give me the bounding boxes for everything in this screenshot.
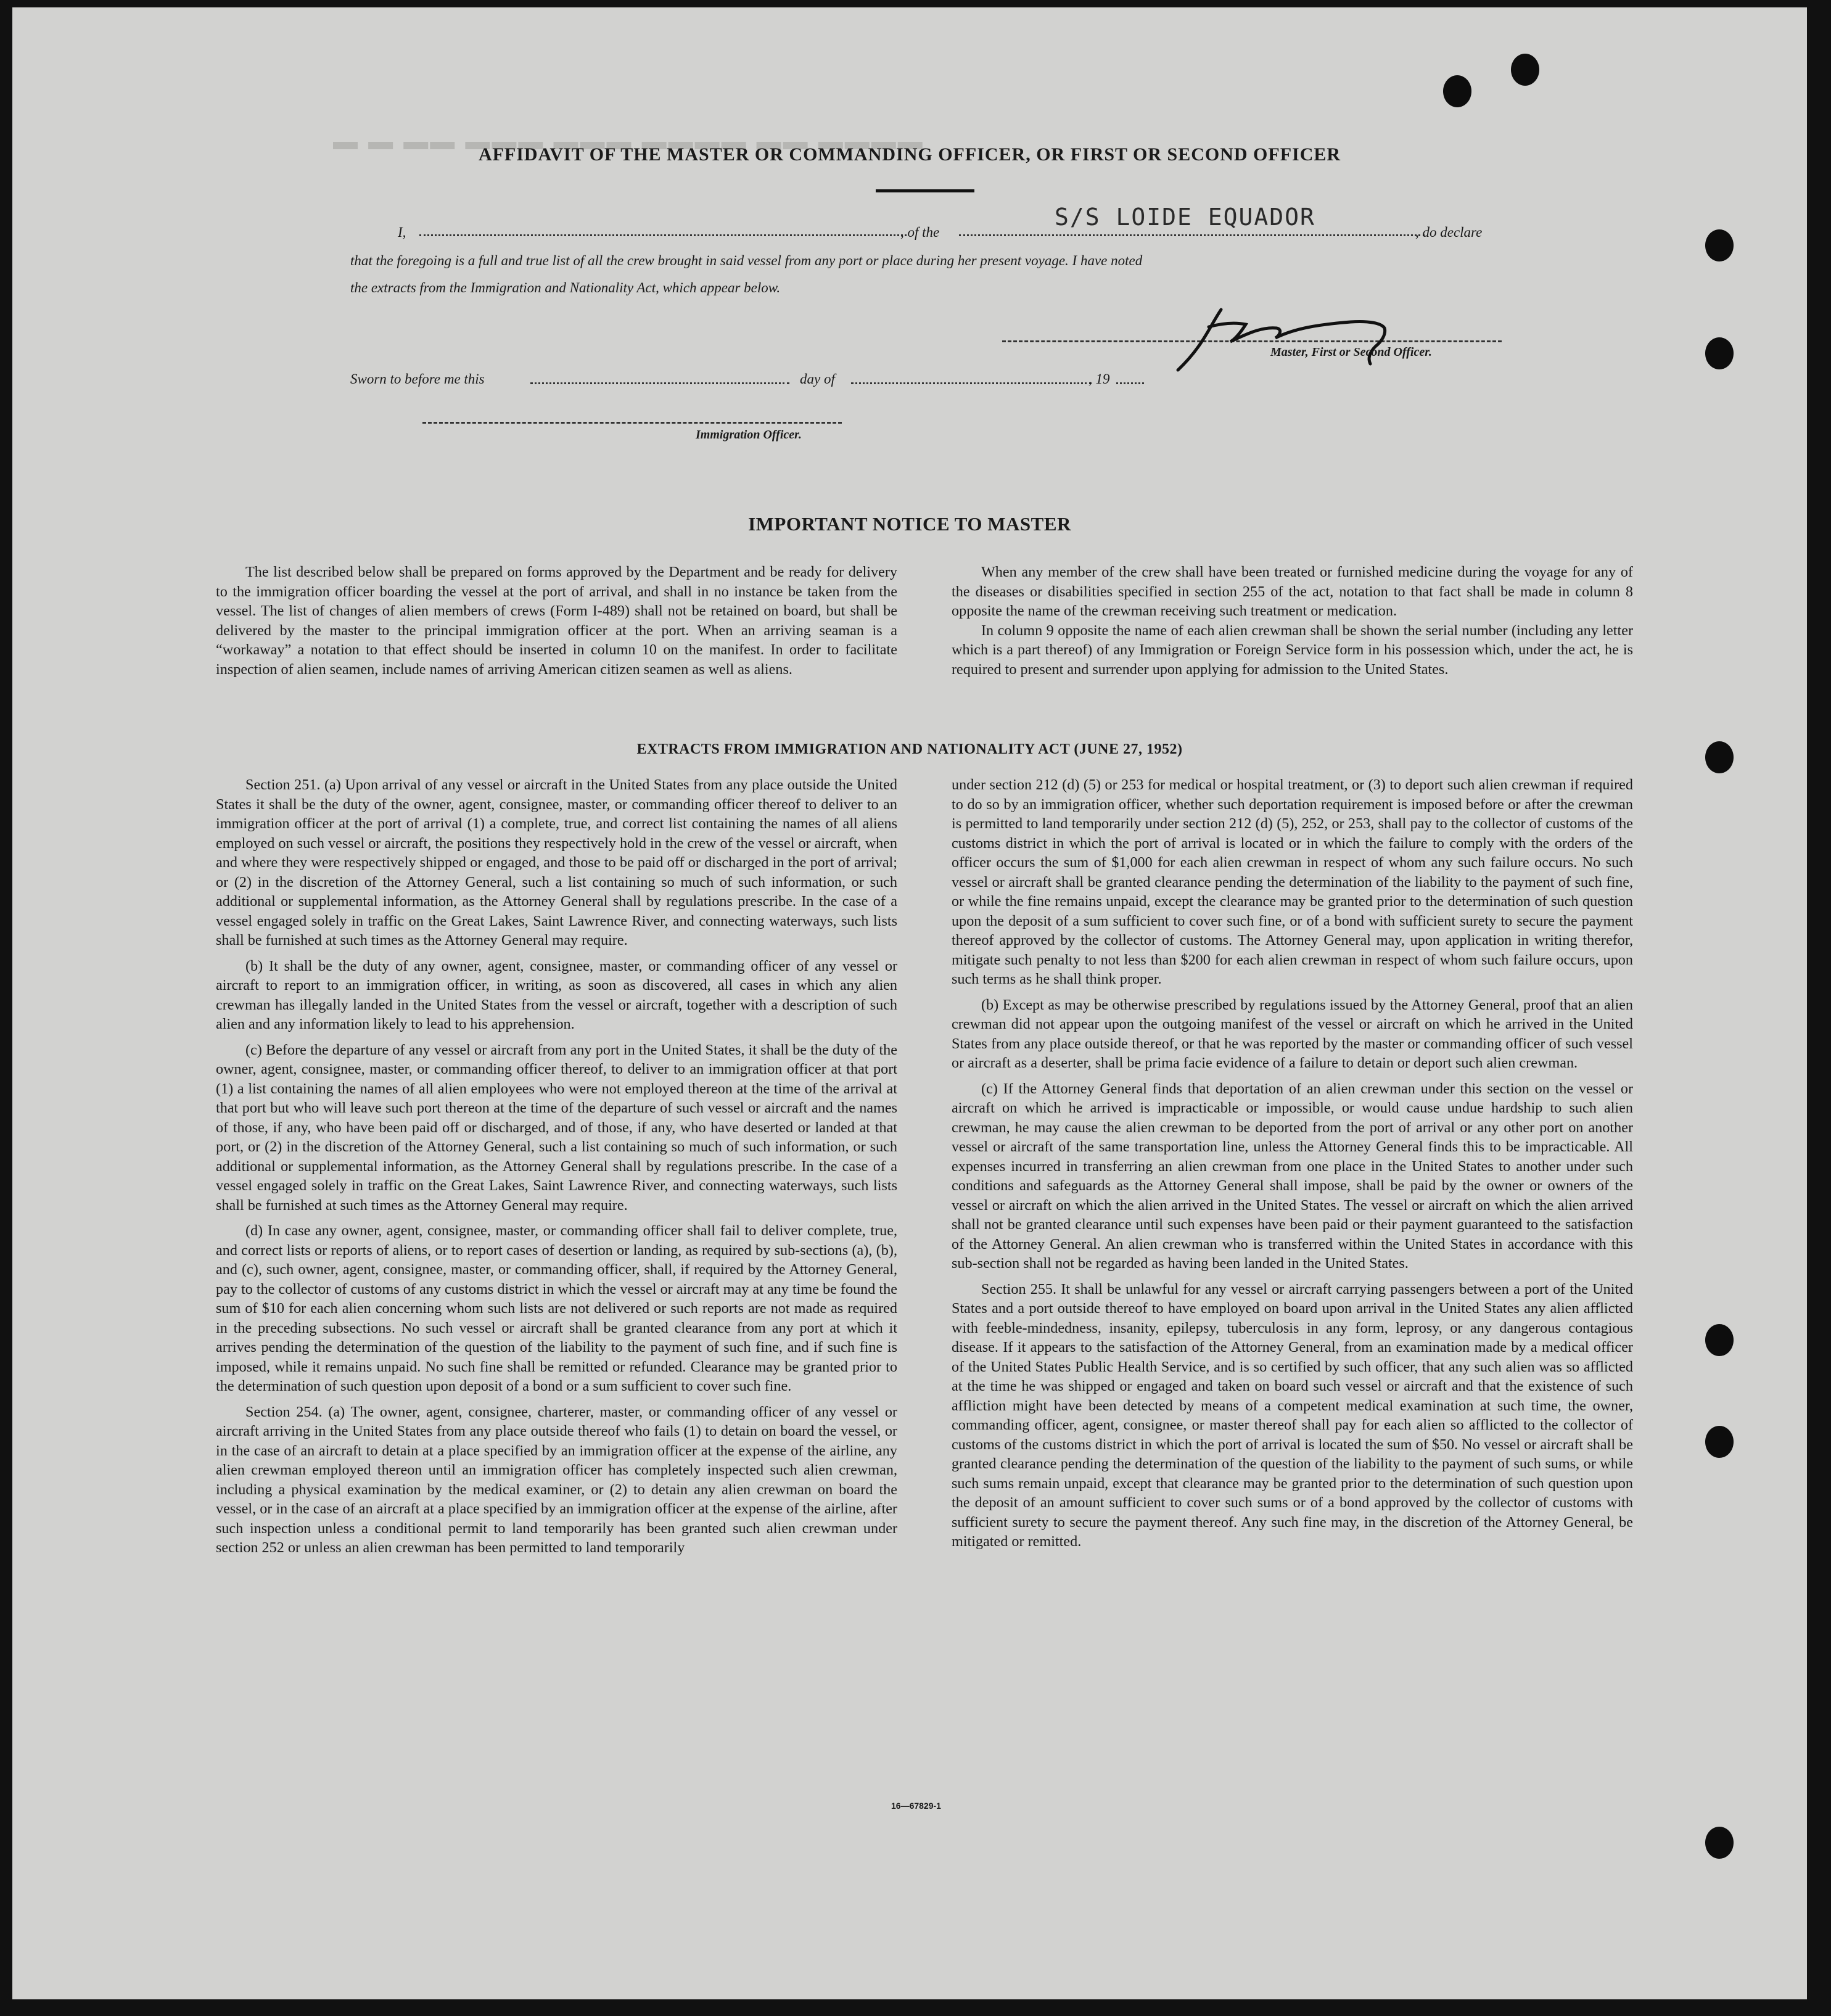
binder-hole-1 bbox=[1443, 75, 1471, 107]
section-251-d: (d) In case any owner, agent, consignee, master, or commanding officer shall fail to deliver complete, true, and correct lists or reports of aliens, or to report cases of desertion or landing, as required by sub-sections (a), (b), and (c), such owner, agent, consignee, master, or commanding officer, shall, if required by the Attorney General, pay to the collector of customs of any customs district in which the vessel or aircraft may at any time be found the sum of $10 for each alien concerning whom such lists are not delivered or such reports are not made as required in the preceding subsections. No such vessel or aircraft shall be granted clearance from any port at which it arrives pending the determination of the question of the liability to the payment of such fine, and if such fine is imposed, while it remains unpaid. No such fine shall be remitted or refunded. Clearance may be granted prior to the determination of such question upon deposit of a bond or a sum sufficient to cover such fine. bbox=[216, 1222, 897, 1394]
notice-title: IMPORTANT NOTICE TO MASTER bbox=[748, 513, 1071, 535]
form-number: 16—67829-1 bbox=[891, 1801, 941, 1811]
year-label: , 19 bbox=[1088, 371, 1110, 387]
binder-hole-2 bbox=[1511, 54, 1539, 86]
vessel-name: S/S LOIDE EQUADOR bbox=[1055, 204, 1315, 231]
extracts-left-column bbox=[216, 775, 897, 1564]
binder-hole-6 bbox=[1705, 1324, 1734, 1356]
binder-hole-4 bbox=[1705, 337, 1734, 369]
day-of-label: day of bbox=[800, 371, 835, 387]
notice-paragraph: The list described below shall be prepared on forms approved by the Department and be ready for delivery to the immigration officer boarding the vessel at the port of arrival, and shall in no instance be taken from the vessel. The list of changes of alien members of crews (Form I-489) shall not be retained on board, but shall be delivered by the master to the principal immigration officer at the port. When an arriving seaman is a “workaway” a notation to that effect should be inserted in column 10 on the manifest. In order to facilitate inspection of alien seamen, include names of arriving American citizen seamen as well as aliens. bbox=[216, 564, 897, 678]
extracts-right-column bbox=[952, 775, 1633, 1558]
declaration-line-2: the extracts from the Immigration and Nationality Act, which appear below. bbox=[350, 280, 781, 295]
notice-paragraph: In column 9 opposite the name of each alien crewman shall be shown the serial number (including any letter which is a part thereof) of any Immigration or Foreign Service form in his possession which, under the act, he is required to present and surrender upon applying for admission to the United States. bbox=[952, 622, 1633, 678]
section-254-a: Section 254. (a) The owner, agent, consignee, charterer, master, or commanding officer of any vessel or aircraft arriving in the United States from any place outside thereof who fails (1) to detain on board the vessel, or in the case of an aircraft to detain at a place specified by an immigration officer at the expense of the airline, any alien crewman employed thereon until an immigration officer has completely inspected such alien crewman, including a physical examination by the medical examiner, or (2) to detain any alien crewman on board the vessel, or in the case of an aircraft at a place specified by an immigration officer at the expense of the airline, after such inspection unless a conditional permit to land temporarily has been granted such alien crewman under section 252 or unless an alien crewman has been permitted to land temporarily bbox=[216, 1403, 897, 1556]
section-251-a: Section 251. (a) Upon arrival of any vessel or aircraft in the United States from any place outside the United States it shall be the duty of the owner, agent, consignee, master, or commanding officer thereof to deliver to an immigration officer at the port of arrival (1) a complete, true, and correct list containing the names of all aliens employed on such vessel or aircraft, the positions they respectively hold in the crew of the vessel or aircraft, when and where they were respectively shipped or engaged, and those to be paid off or discharged in the port of arrival; or (2) in the discretion of the Attorney General, such a list containing so much of such information, or such additional or supplemental information, as the Attorney General shall by regulations prescribe. In the case of a vessel engaged solely in traffic on the Great Lakes, Saint Lawrence River, and connecting waterways, such lists shall be furnished at such times as the Attorney General may require. bbox=[216, 776, 897, 948]
extracts-title: EXTRACTS FROM IMMIGRATION AND NATIONALITY ACT (JUNE 27, 1952) bbox=[636, 741, 1183, 757]
title-underline bbox=[876, 189, 974, 192]
section-251-c: (c) Before the departure of any vessel or aircraft from any port in the United States, it shall be the duty of the owner, agent, consignee, master, or commanding officer thereof, to deliver to an immigration officer at that port (1) a list containing the names of all alien employees who were not employed thereon at the time of the arrival at that port but who will leave such port thereon at the time of the departure of such vessel or aircraft and the names of those, if any, who have been paid off or discharged, and of those, if any, who have deserted or landed at that port, or (2) in the discretion of the Attorney General, such a list containing so much of such information, or such additional or supplemental information, as the Attorney General shall by regulations prescribe. In the case of a vessel engaged solely in traffic on the Great Lakes, Saint Lawrence River, and connecting waterways, such lists shall be furnished at such times as the Attorney General may require. bbox=[216, 1041, 897, 1214]
binder-hole-7 bbox=[1705, 1426, 1734, 1458]
notice-paragraph: When any member of the crew shall have been treated or furnished medicine during the voyage for any of the diseases or disabilities specified in section 255 of the act, notation to that fact shall be made in column 8 opposite the name of the crewman receiving such treatment or medication. bbox=[952, 564, 1633, 619]
immigration-officer-caption: Immigration Officer. bbox=[696, 428, 802, 442]
affidavit-title: AFFIDAVIT OF THE MASTER OR COMMANDING OFFICER, OR FIRST OR SECOND OFFICER bbox=[478, 144, 1341, 165]
section-251-b: (b) It shall be the duty of any owner, agent, consignee, master, or commanding officer of any vessel or aircraft to report to an immigration officer, in writing, as soon as discovered, all cases in which any alien crewman has illegally landed in the United States from the vessel or aircraft, together with a description of such alien and any information likely to lead to his apprehension. bbox=[216, 957, 897, 1032]
notice-right-column bbox=[952, 562, 1633, 685]
binder-hole-8 bbox=[1705, 1827, 1734, 1859]
section-254-c: (c) If the Attorney General finds that deportation of an alien crewman under this section on the vessel or aircraft on which he arrived is impracticable or impossible, or would cause undue hardship to such alien crewman, he may cause the alien crewman to be deported from the port of arrival or any other port on another vessel or aircraft of the same transportation line, unless the Attorney General finds this to be impracticable. All expenses incurred in transferring an alien crewman from one place in the United States to another under such conditions and safeguards as the Attorney General shall impose, shall be paid by the owner or owners of the vessel or aircraft on which the alien arrived in the United States. The vessel or aircraft on which the alien arrived shall not be granted clearance until such expenses have been paid or their payment guaranteed to the satisfaction of the Attorney General. An alien crewman who is transferred within the United States in accordance with this sub-section shall not be regarded as having been landed in the United States. bbox=[952, 1080, 1633, 1272]
name-blank[interactable] bbox=[419, 234, 907, 236]
section-254-a-continued: under section 212 (d) (5) or 253 for medical or hospital treatment, or (3) to deport such alien crewman if required to do so by an immigration officer, whether such deportation requirement is imposed before or after the crewman is permitted to land temporarily under section 212 (d) (5), 252, or 253, shall pay to the collector of customs of the customs district in which the port of arrival is located or in which the failure to comply with the orders of the officer occurs the sum of $1,000 for each alien crewman in respect of whom any such failure occurs. No such vessel or aircraft shall be granted clearance pending the determination of the liability to the payment of such fine, or while the fine remains unpaid, except the clearance may be granted prior to the determination of such question upon the deposit of a sum sufficient to cover such fine, or of a bond with sufficient surety to secure the payment thereof approved by the collector of customs. The Attorney General may, upon application in writing therefor, mitigate such penalty to not less than $200 for each alien crewman in respect of whom such failure occurs, upon such terms as he shall think proper. bbox=[952, 776, 1633, 987]
signature-caption: Master, First or Second Officer. bbox=[1270, 345, 1432, 359]
notice-left-column bbox=[216, 562, 897, 685]
sworn-month-blank[interactable] bbox=[851, 382, 1092, 384]
section-254-b: (b) Except as may be otherwise prescribed by regulations issued by the Attorney General, proof that an alien crewman did not appear upon the outgoing manifest of the vessel or aircraft on which he arrived in the United States from any place outside thereof, or that he was reported by the master or commanding officer of such vessel or aircraft as a deserter, shall be prima facie evidence of a failure to detain or deport such alien crewman. bbox=[952, 996, 1633, 1071]
bleed-through-text: ▬ ▬ ▬▬ ▬▬▬ ▬▬▬ ▬▬▬▬ ▬▬ ▬▬▬▬ bbox=[333, 128, 924, 155]
sworn-year-blank[interactable] bbox=[1116, 382, 1144, 384]
binder-hole-3 bbox=[1705, 229, 1734, 261]
declaration-line-1: that the foregoing is a full and true list of all the crew brought in said vessel from any port or place during her present voyage. I have noted bbox=[350, 253, 1143, 268]
sworn-day-blank[interactable] bbox=[530, 382, 789, 384]
of-the-label: , of the bbox=[900, 224, 940, 240]
vessel-blank[interactable] bbox=[959, 234, 1425, 236]
handwritten-signature bbox=[1172, 297, 1443, 377]
sworn-label: Sworn to before me this bbox=[350, 371, 485, 387]
section-255: Section 255. It shall be unlawful for any vessel or aircraft carrying passengers between a port of the United States and a port outside thereof to have employed on board upon arrival in the United States any alien afflicted with feeble-mindedness, insanity, epilepsy, tuberculosis in any form, leprosy, or any dangerous contagious disease. If it appears to the satisfaction of the Attorney General, from an examination made by a medical officer of the United States Public Health Service, and is so certified by such officer, that any such alien was so afflicted at the time he was shipped or engaged and taken on board such vessel or aircraft and that the existence of such affliction might have been detected by means of a competent medical examination at such time, the owner, commanding officer, agent, consignee, or master thereof shall pay for each alien so afflicted to the collector of customs of the customs district in which the port of arrival is located the sum of $50. No vessel or aircraft shall be granted clearance pending the determination of the question of the liability to the payment of such sums, or while such sums remain unpaid, except that clearance may be granted prior to the determination of such question upon the deposit of an amount sufficient to cover such sums or of a bond approved by the collector of customs with sufficient surety to secure the payment thereof. Any such fine may, in the discretion of the Attorney General, be mitigated or remitted. bbox=[952, 1280, 1633, 1550]
i-label: I, bbox=[398, 224, 406, 240]
document-page bbox=[12, 7, 1807, 1999]
immigration-officer-line[interactable] bbox=[422, 422, 842, 424]
do-declare-label: , do declare bbox=[1415, 224, 1483, 240]
